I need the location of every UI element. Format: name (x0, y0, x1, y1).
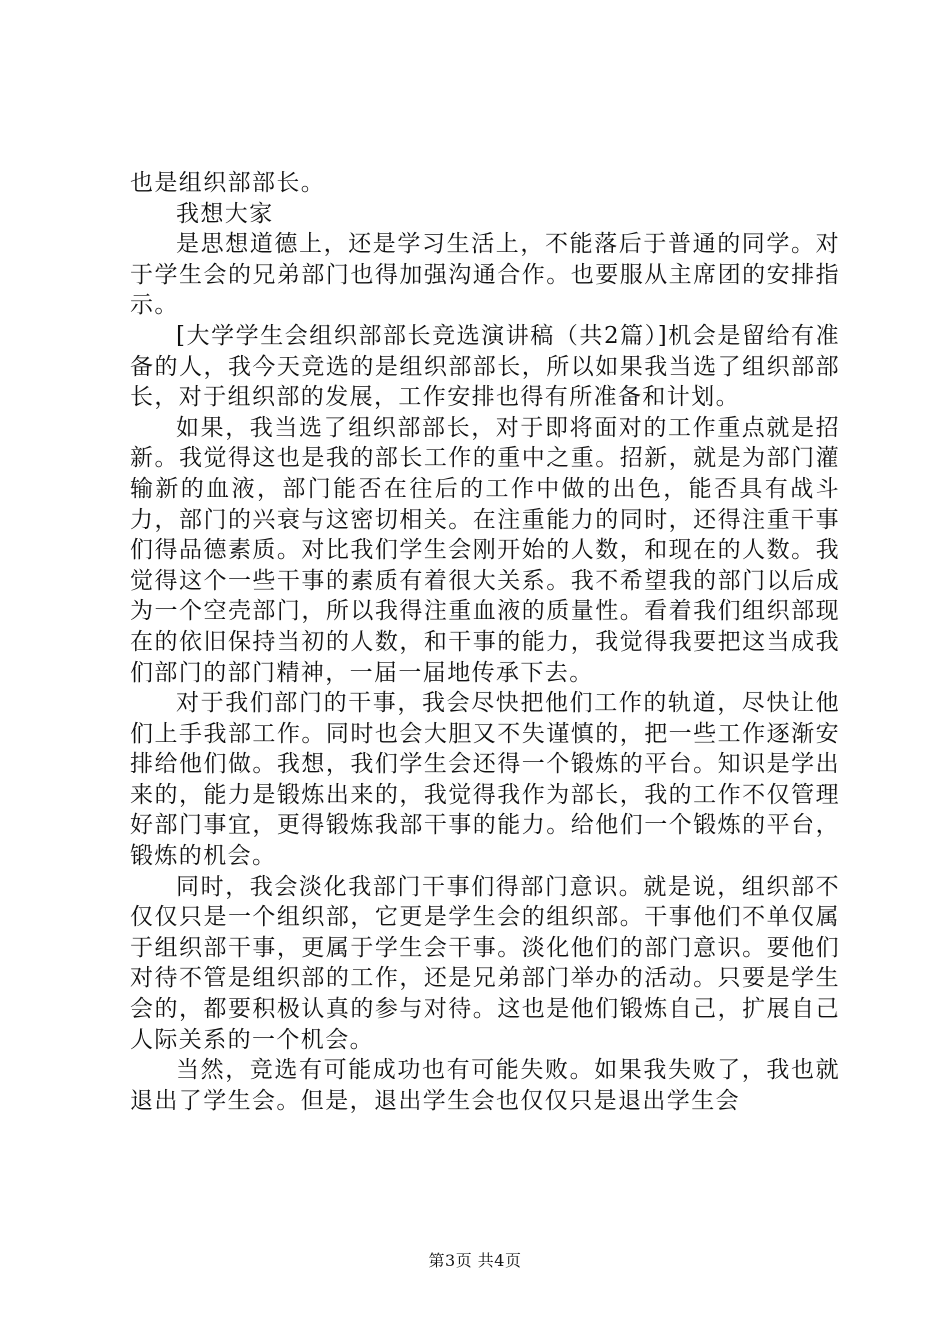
paragraph-6: 对于我们部门的干事，我会尽快把他们工作的轨道，尽快让他们上手我部工作。同时也会大胆又不失谨慎的，把一些工作逐渐安排给他们做。我想，我们学生会还得一个锻炼的平台。知识是学出来的，能力是锻炼出来的，我觉得我作为部长，我的工作不仅管理好部门事宜，更得锻炼我部干事的能力。给他们一个锻炼的平台，锻炼的机会。 (130, 690, 840, 870)
paragraph-3: 是思想道德上，还是学习生活上，不能落后于普通的同学。对于学生会的兄弟部门也得加强沟通合作。也要服从主席团的安排指示。 (130, 231, 840, 319)
paragraph-1: 也是组织部部长。 (130, 170, 326, 196)
paragraph-2: 我想大家 (176, 200, 274, 227)
paragraph-7: 同时，我会淡化我部门干事们得部门意识。就是说，组织部不仅仅只是一个组织部，它更是学生会的组织部。干事他们不单仅属于组织部干事，更属于学生会干事。淡化他们的部门意识。要他们对待不管是组织部的工作，还是兄弟部门举办的活动。只要是学生会的，都要积极认真的参与对待。这也是他们锻炼自己，扩展自己人际关系的一个机会。 (130, 873, 840, 1053)
paragraph-8: 当然，竞选有可能成功也有可能失败。如果我失败了，我也就退出了学生会。但是，退出学生会也仅仅只是退出学生会 (130, 1057, 840, 1114)
paragraph-5: 如果，我当选了组织部部长，对于即将面对的工作重点就是招新。我觉得这也是我的部长工作的重中之重。招新，就是为部门灌输新的血液，部门能否在往后的工作中做的出色，能否具有战斗力，部门的兴衰与这密切相关。在注重能力的同时，还得注重干事们得品德素质。对比我们学生会刚开始的人数，和现在的人数。我觉得这个一些干事的素质有着很大关系。我不希望我的部门以后成为一个空壳部门，所以我得注重血液的质量性。看着我们组织部现在的依旧保持当初的人数，和干事的能力，我觉得我要把这当成我们部门的部门精神，一届一届地传承下去。 (130, 414, 840, 686)
paragraph-4: [大学学生会组织部部长竞选演讲稿（共2篇）]机会是留给有准备的人，我今天竞选的是组织部部长，所以如果我当选了组织部部长，对于组织部的发展，工作安排也得有所准备和计划。 (130, 322, 840, 411)
document-body (130, 168, 840, 1116)
page-number-footer: 第3页 共4页 (428, 1251, 522, 1270)
